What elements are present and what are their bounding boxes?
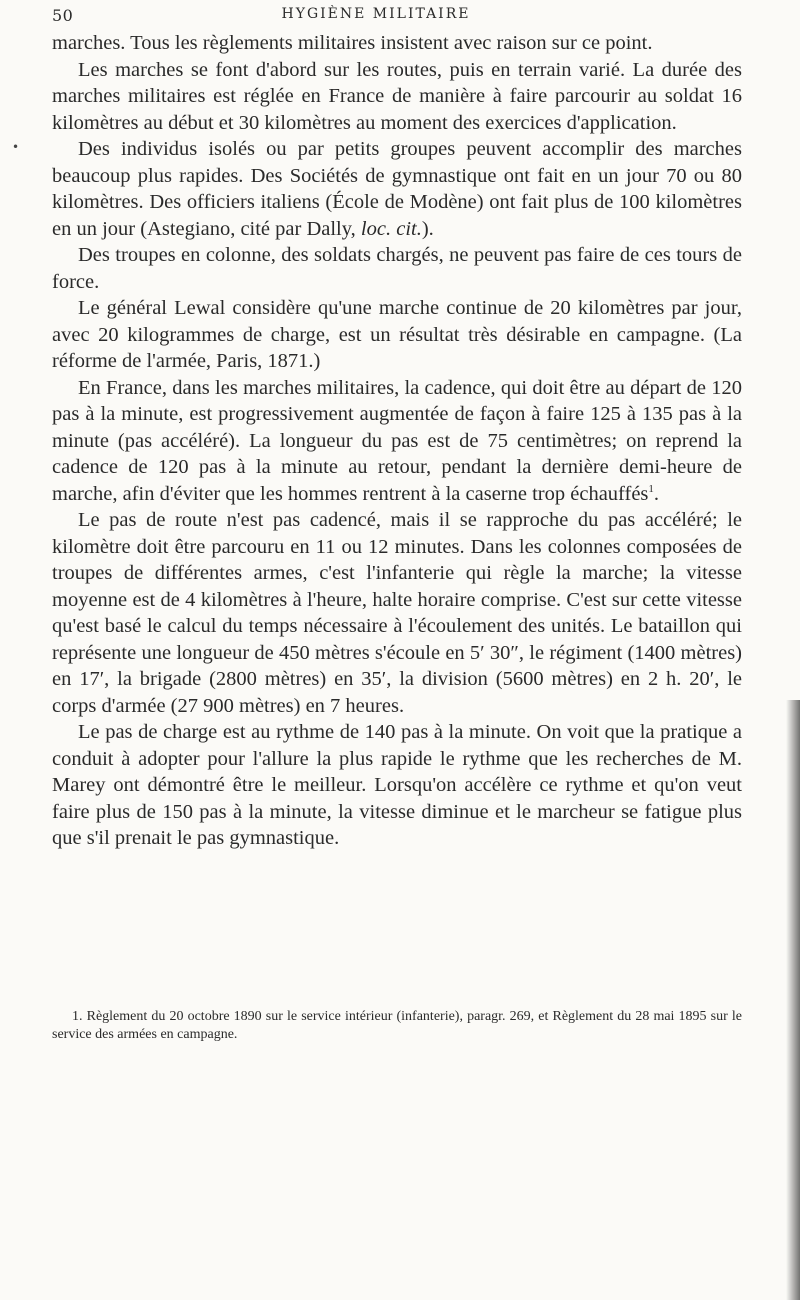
- page-edge-shadow: [786, 700, 800, 1300]
- paragraph-6-text: En France, dans les marches militaires, la cadence, qui doit être au départ de 120 pas à la minute, est progressivement augmentée de façon à faire 125 à 135 pas à la minute (pas accéléré). La longueur du pas est de 75 centimètres; on reprend la cadence de 120 pas à la minute au retour, pendant la dernière demi-heure de marche, afin d'éviter que les hommes rentrent à la caserne trop échauffés: [52, 376, 742, 505]
- paragraph-3-text: Des individus isolés ou par petits groupes peuvent accomplir des marches beaucoup plus rapides. Des Sociétés de gymnastique ont fait en un jour 70 ou 80 kilomètres. Des officiers italiens (École de Modène) ont fait plus de 100 kilomètres en un jour (Astegiano, cité par Dally,: [52, 138, 742, 240]
- footnote-1: 1. Règlement du 20 octobre 1890 sur le service intérieur (infanterie), paragr. 269, et Règlement du 28 mai 1895 sur le service des armées en campagne.: [52, 1009, 742, 1042]
- margin-mark: •: [12, 140, 20, 154]
- footnote-reference[interactable]: 1: [648, 482, 654, 495]
- paragraph-6: [52, 375, 742, 508]
- paragraph-4: Des troupes en colonne, des soldats chargés, ne peuvent pas faire de ces tours de force.: [52, 244, 742, 293]
- paragraph-3: [52, 136, 742, 242]
- page-number: 50: [52, 6, 74, 25]
- paragraph-7: Le pas de route n'est pas cadencé, mais il se rapproche du pas accéléré; le kilomètre doit être parcouru en 11 ou 12 minutes. Dans les colonnes composées de troupes de différentes armes, c'est l'infanterie qui règle la marche; la vitesse moyenne est de 4 kilomètres à l'heure, halte horaire comprise. C'est sur cette vitesse qu'est basé le calcul du temps nécessaire à l'écoulement des unités. Le bataillon qui représente une longueur de 450 mètres s'écoule en 5′ 30″, le régiment (1400 mètres) en 17′, la brigade (2800 mètres) en 35′, la division (5600 mètres) en 2 h. 20′, le corps d'armée (27 900 mètres) en 7 heures.: [52, 509, 742, 717]
- paragraph-1: marches. Tous les règlements militaires insistent avec raison sur ce point.: [52, 32, 653, 54]
- paragraph-8: Le pas de charge est au rythme de 140 pas à la minute. On voit que la pratique a conduit à adopter pour l'allure la plus rapide le rythme que les recherches de M. Marey ont démontré être le meilleur. Lorsqu'on accélère ce rythme et qu'on veut faire plus de 150 pas à la minute, la vitesse diminue et le marcheur se fatigue plus que s'il prenait le pas gymnastique.: [52, 721, 742, 849]
- paragraph-6-end: .: [653, 482, 660, 505]
- body-text: [52, 30, 742, 852]
- running-title: HYGIÈNE MILITAIRE: [281, 6, 471, 22]
- page-header: [52, 6, 700, 28]
- paragraph-3-end: ).: [421, 217, 434, 240]
- paragraph-5: Le général Lewal considère qu'une marche continue de 20 kilomètres par jour, avec 20 kilogrammes de charge, est un résultat très désirable en campagne. (La réforme de l'armée, Paris, 1871.): [52, 297, 742, 372]
- footnotes: [52, 1008, 742, 1044]
- paragraph-2: Les marches se font d'abord sur les routes, puis en terrain varié. La durée des marches militaires est réglée en France de manière à faire parcourir au soldat 16 kilomètres au début et 30 kilomètres au moment des exercices d'application.: [52, 58, 742, 134]
- citation: loc. cit.: [360, 217, 422, 240]
